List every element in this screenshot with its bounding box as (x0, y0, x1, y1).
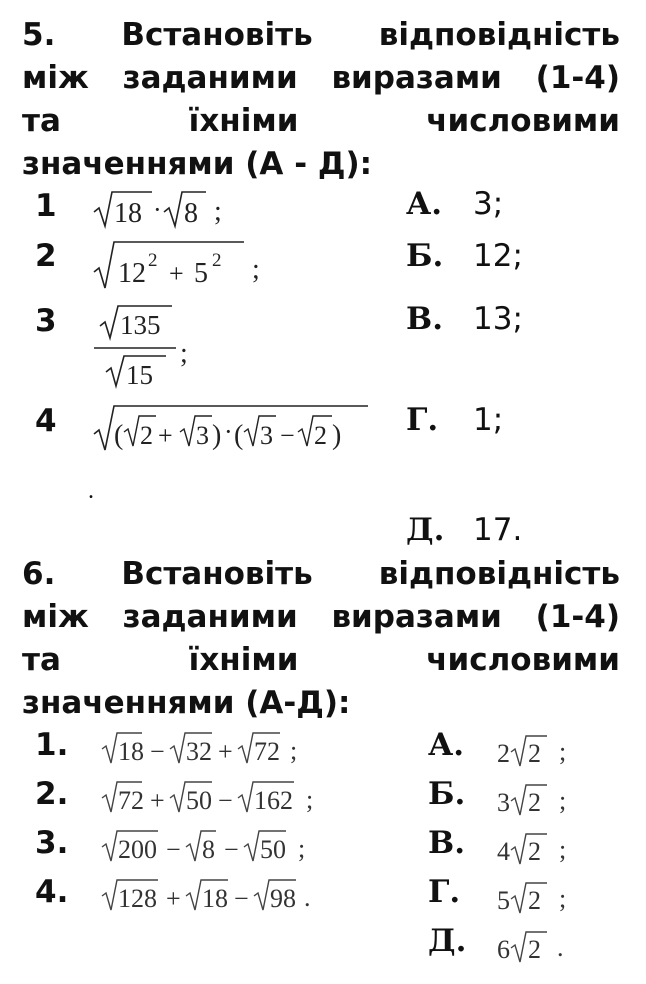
task5-item-number-4: 4 (35, 403, 57, 439)
task6-item-number-4: 4. (35, 874, 69, 910)
task5-heading-line-2: між заданими виразами (1-4) (22, 60, 620, 96)
task5-expression-1 (92, 186, 252, 232)
svg-text:128: 128 (118, 884, 157, 913)
task6-answer-value-b (497, 779, 587, 819)
task6-heading-line-4: значеннями (А-Д): (22, 685, 351, 721)
svg-text:2: 2 (528, 739, 541, 768)
svg-text:;: ; (180, 338, 188, 369)
svg-text:·: · (224, 417, 233, 446)
task6-answer-value-a (497, 730, 587, 770)
task6-heading-line-3: та їхніми числовими (22, 642, 620, 678)
task6-answer-letter-v: В. (428, 825, 465, 861)
svg-text:3: 3 (196, 421, 209, 450)
task5-answer-letter-d: Д. (406, 512, 445, 548)
task6-answer-letter-a: А. (428, 727, 465, 763)
svg-text:−: − (224, 835, 239, 864)
svg-text:;: ; (559, 786, 567, 815)
svg-text:162: 162 (254, 786, 293, 815)
svg-text:−: − (280, 421, 295, 450)
svg-text:−: − (234, 884, 249, 913)
task5-answer-value-g: 1; (473, 402, 504, 438)
task5-answer-letter-a: А. (406, 186, 443, 222)
svg-text:2: 2 (212, 250, 222, 271)
svg-text:3: 3 (260, 421, 273, 450)
svg-text:50: 50 (260, 835, 286, 864)
task6-heading-line-2: між заданими виразами (1-4) (22, 599, 620, 635)
task6-answer-value-g (497, 877, 587, 917)
task5-answer-letter-v: В. (406, 301, 443, 337)
svg-text:−: − (166, 835, 181, 864)
task6-expression-1 (100, 727, 350, 771)
task5-trailing-dot: . (88, 478, 94, 504)
svg-text:+: + (158, 421, 173, 450)
svg-text:2: 2 (497, 739, 510, 768)
svg-text:−: − (218, 786, 233, 815)
svg-text:;: ; (559, 737, 567, 766)
svg-text:;: ; (559, 884, 567, 913)
task5-heading-line-4: значеннями (А - Д): (22, 146, 373, 182)
task5-item-number-1: 1 (35, 188, 57, 224)
task5-answer-letter-g: Г. (406, 402, 439, 438)
svg-text:18: 18 (114, 198, 142, 229)
task5-heading-line-1: 5. Встановіть відповідність (22, 17, 620, 53)
svg-text:;: ; (559, 835, 567, 864)
task5-heading-line-3: та їхніми числовими (22, 103, 620, 139)
task6-answer-value-v (497, 828, 587, 868)
svg-text:18: 18 (118, 737, 144, 766)
task6-item-number-3: 3. (35, 825, 69, 861)
svg-text:18: 18 (202, 884, 228, 913)
task6-expression-2 (100, 776, 370, 820)
task5-expression-3 (92, 300, 202, 392)
task5-answer-value-v: 13; (473, 301, 523, 337)
svg-text:2: 2 (528, 788, 541, 817)
task6-item-number-2: 2. (35, 776, 69, 812)
svg-text:72: 72 (254, 737, 280, 766)
svg-text:.: . (557, 933, 564, 962)
task6-answer-letter-g: Г. (428, 874, 461, 910)
task5-expression-2 (92, 236, 272, 292)
svg-text:;: ; (298, 834, 306, 863)
svg-text:6: 6 (497, 935, 510, 964)
svg-text:2: 2 (140, 421, 153, 450)
svg-text:2: 2 (528, 886, 541, 915)
svg-text:.: . (304, 883, 311, 912)
svg-text:;: ; (252, 254, 260, 285)
svg-text:5: 5 (497, 886, 510, 915)
svg-text:): ) (212, 420, 222, 451)
svg-text:;: ; (214, 196, 222, 227)
svg-text:·: · (153, 195, 162, 224)
svg-text:2: 2 (528, 837, 541, 866)
svg-text:): ) (332, 420, 342, 451)
svg-text:;: ; (306, 785, 314, 814)
task5-item-number-3: 3 (35, 303, 57, 339)
svg-text:8: 8 (184, 198, 198, 229)
svg-text:+: + (218, 737, 233, 766)
svg-text:50: 50 (186, 786, 212, 815)
task6-item-number-1: 1. (35, 727, 69, 763)
svg-text:2: 2 (148, 250, 158, 271)
svg-text:+: + (166, 884, 181, 913)
svg-text:+: + (169, 259, 184, 288)
svg-text:;: ; (290, 736, 298, 765)
task5-heading (22, 14, 620, 186)
task6-answer-letter-d: Д. (428, 923, 467, 959)
svg-text:72: 72 (118, 786, 144, 815)
task5-item-number-2: 2 (35, 238, 57, 274)
svg-text:−: − (150, 737, 165, 766)
svg-text:5: 5 (194, 258, 208, 289)
svg-text:+: + (150, 786, 165, 815)
svg-text:2: 2 (528, 935, 541, 964)
svg-text:(: ( (114, 420, 124, 451)
task6-heading-line-1: 6. Встановіть відповідність (22, 556, 620, 592)
task6-heading (22, 553, 620, 725)
task6-expression-4 (100, 874, 370, 918)
svg-text:4: 4 (497, 837, 510, 866)
svg-text:2: 2 (314, 421, 327, 450)
task6-expression-3 (100, 825, 360, 869)
svg-text:(: ( (234, 420, 244, 451)
svg-text:135: 135 (120, 310, 161, 340)
task5-answer-value-b: 12; (473, 238, 523, 274)
svg-text:98: 98 (270, 884, 296, 913)
svg-text:32: 32 (186, 737, 212, 766)
task5-answer-letter-b: Б. (406, 238, 444, 274)
svg-text:8: 8 (202, 835, 215, 864)
task5-expression-4 (92, 402, 372, 454)
task6-answer-value-d (497, 926, 587, 966)
svg-text:15: 15 (126, 360, 153, 390)
task5-answer-value-a: 3; (473, 186, 504, 222)
svg-text:12: 12 (118, 258, 146, 289)
svg-text:3: 3 (497, 788, 510, 817)
svg-text:200: 200 (118, 835, 157, 864)
task6-answer-letter-b: Б. (428, 776, 466, 812)
task5-answer-value-d: 17. (473, 512, 523, 548)
